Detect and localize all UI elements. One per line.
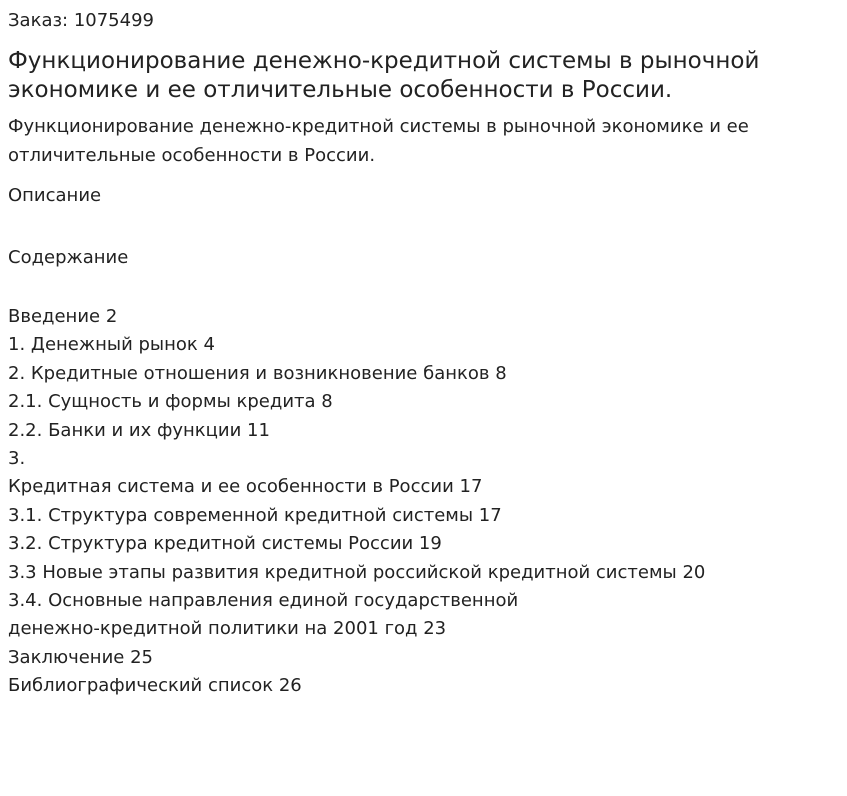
toc-item: Кредитная система и ее особенности в России 17: [8, 476, 483, 498]
toc-item: денежно-кредитной политики на 2001 год 23: [8, 618, 447, 640]
toc-item: Введение 2: [8, 306, 118, 327]
toc-item: Библиографический список 26: [8, 675, 302, 697]
toc-item: 3.4. Основные направления единой государственной: [8, 590, 519, 612]
toc-item: 3.: [8, 448, 26, 470]
page-subtitle: Функционирование денежно-кредитной системы в рыночной экономике и ее отличительные особенности в России.: [8, 116, 749, 166]
toc-item: 2.2. Банки и их функции 11: [8, 419, 270, 441]
toc-item: 3.2. Структура кредитной системы России 19: [8, 533, 442, 555]
description-heading: Описание: [8, 185, 102, 206]
toc-item: 1. Денежный рынок 4: [8, 334, 215, 356]
toc-item: Заключение 25: [8, 646, 153, 668]
order-number: Заказ: 1075499: [8, 10, 154, 31]
contents-heading: Содержание: [8, 247, 129, 268]
toc-item: 2. Кредитные отношения и возникновение банков 8: [8, 362, 507, 384]
toc-item: 3.1. Структура современной кредитной системы 17: [8, 504, 502, 526]
table-of-contents: [8, 303, 839, 701]
toc-item: 3.3 Новые этапы развития кредитной российской кредитной системы 20: [8, 561, 706, 583]
page-title: Функционирование денежно-кредитной системы в рыночной экономике и ее отличительные особенности в России.: [8, 48, 760, 103]
toc-item: 2.1. Сущность и формы кредита 8: [8, 391, 333, 413]
